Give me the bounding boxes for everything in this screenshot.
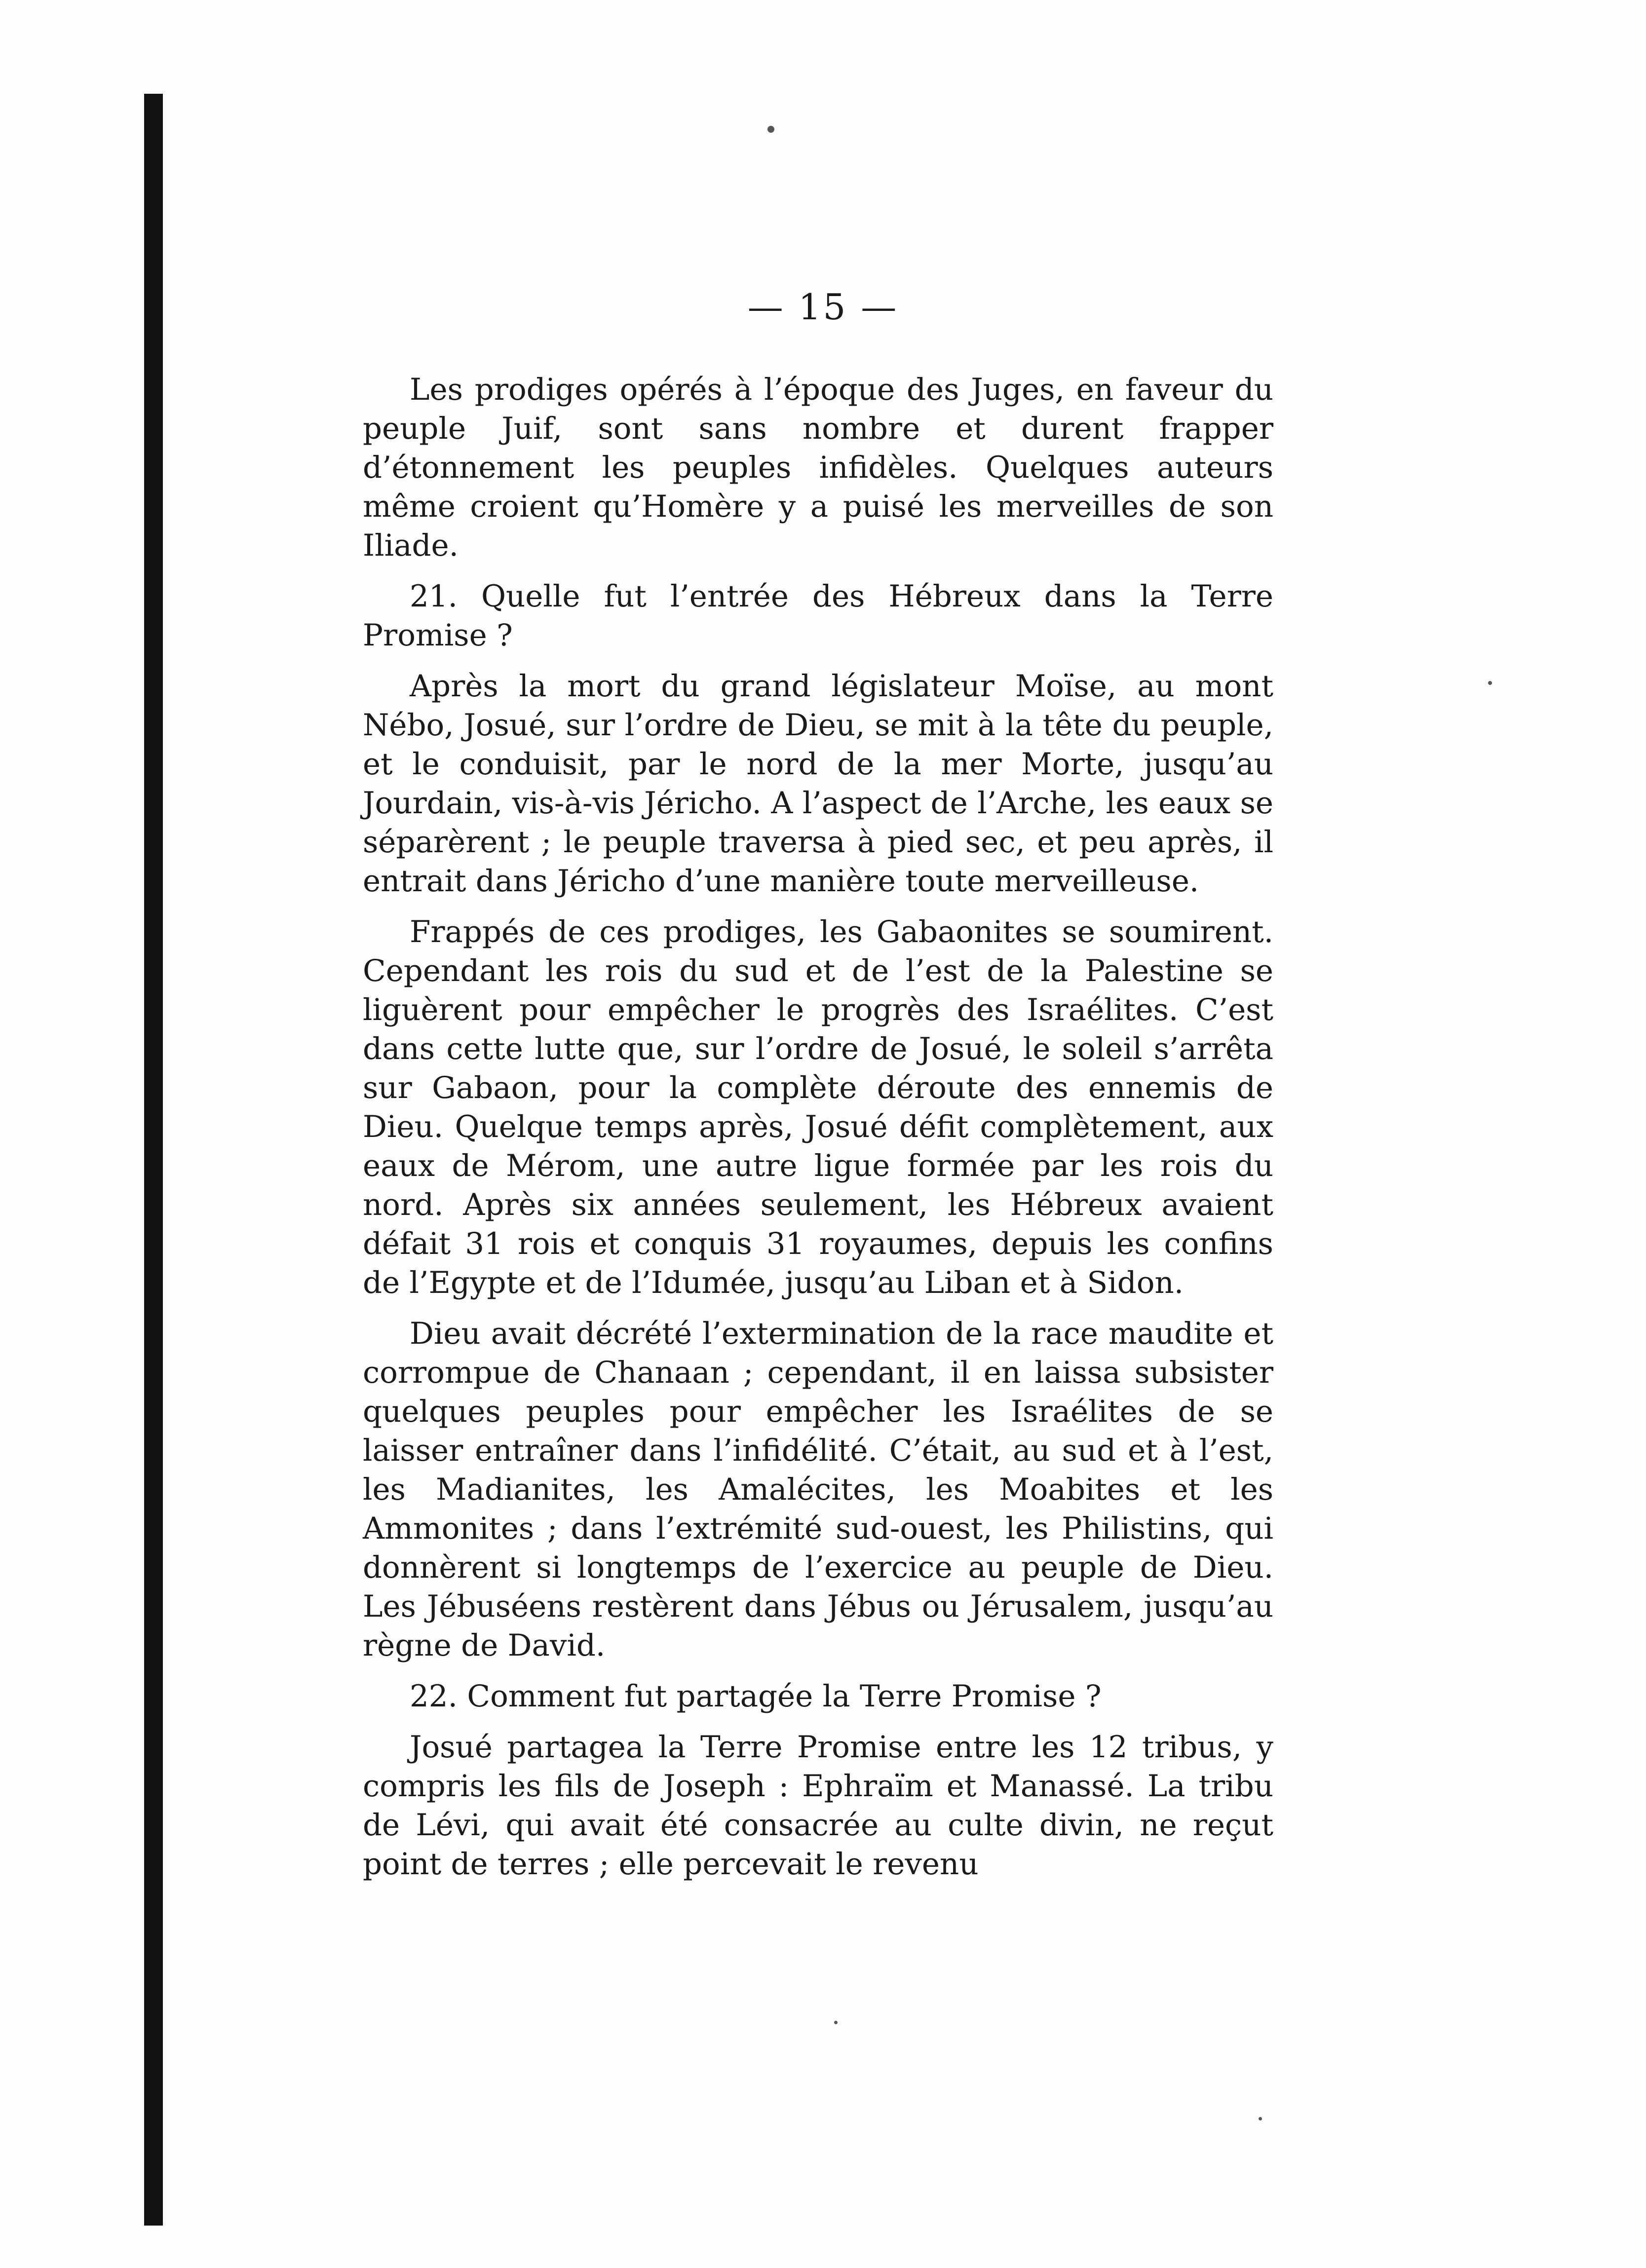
print-speck [834,2021,838,2024]
answer-21-paragraph-3: Dieu avait décrété l’extermination de la race maudite et corrompue de Chanaan ; cependant, il en laissa subsister quelques peuples pour empêcher les Israélites de se laisser entraîner dans l’infidélité. C’était, au sud et à l’est, les Madianites, les Amalécites, les Moabites et les Ammonites ; dans l’extrémité sud-ouest, les Philistins, qui donnèrent si longtemps de l’exercice au peuple de Dieu. Les Jébuséens restèrent dans Jébus ou Jérusalem, jusqu’au règne de David. [363,1316,1273,1663]
answer-22-paragraph-1: Josué partagea la Terre Promise entre les 12 tribus, y compris les fils de Joseph : Ephraïm et Manassé. La tribu de Lévi, qui avait été consacrée au culte divin, ne reçut point de terres ; elle percevait le revenu [363,1730,1273,1882]
print-speck [1488,681,1492,685]
page-text [363,370,1273,1895]
page-number: — 15 — [747,286,899,328]
print-speck [767,126,774,133]
paragraph-intro: Les prodiges opérés à l’époque des Juges, en faveur du peuple Juif, sont sans nombre et durent frapper d’étonnement les peuples infidèles. Quelques auteurs même croient qu’Homère y a puisé les merveilles de son Iliade. [363,372,1273,563]
binding-edge [144,94,163,2226]
question-21: 21. Quelle fut l’entrée des Hébreux dans la Terre Promise ? [363,579,1273,653]
answer-21-paragraph-2: Frappés de ces prodiges, les Gabaonites se soumirent. Cependant les rois du sud et de l’est de la Palestine se liguèrent pour empêcher le progrès des Israélites. C’est dans cette lutte que, sur l’ordre de Josué, le soleil s’arrêta sur Gabaon, pour la complète déroute des ennemis de Dieu. Quelque temps après, Josué défit complètement, aux eaux de Mérom, une autre ligue formée par les rois du nord. Après six années seulement, les Hébreux avaient défait 31 rois et conquis 31 royaumes, depuis les confins de l’Egypte et de l’Idumée, jusqu’au Liban et à Sidon. [363,914,1273,1300]
question-22: 22. Comment fut partagée la Terre Promise ? [410,1679,1102,1714]
answer-21-paragraph-1: Après la mort du grand législateur Moïse, au mont Nébo, Josué, sur l’ordre de Dieu, se mit à la tête du peuple, et le conduisit, par le nord de la mer Morte, jusqu’au Jourdain, vis-à-vis Jéricho. A l’aspect de l’Arche, les eaux se séparèrent ; le peuple traversa à pied sec, et peu après, il entrait dans Jéricho d’une manière toute merveilleuse. [363,669,1273,899]
print-speck [1259,2117,1262,2120]
